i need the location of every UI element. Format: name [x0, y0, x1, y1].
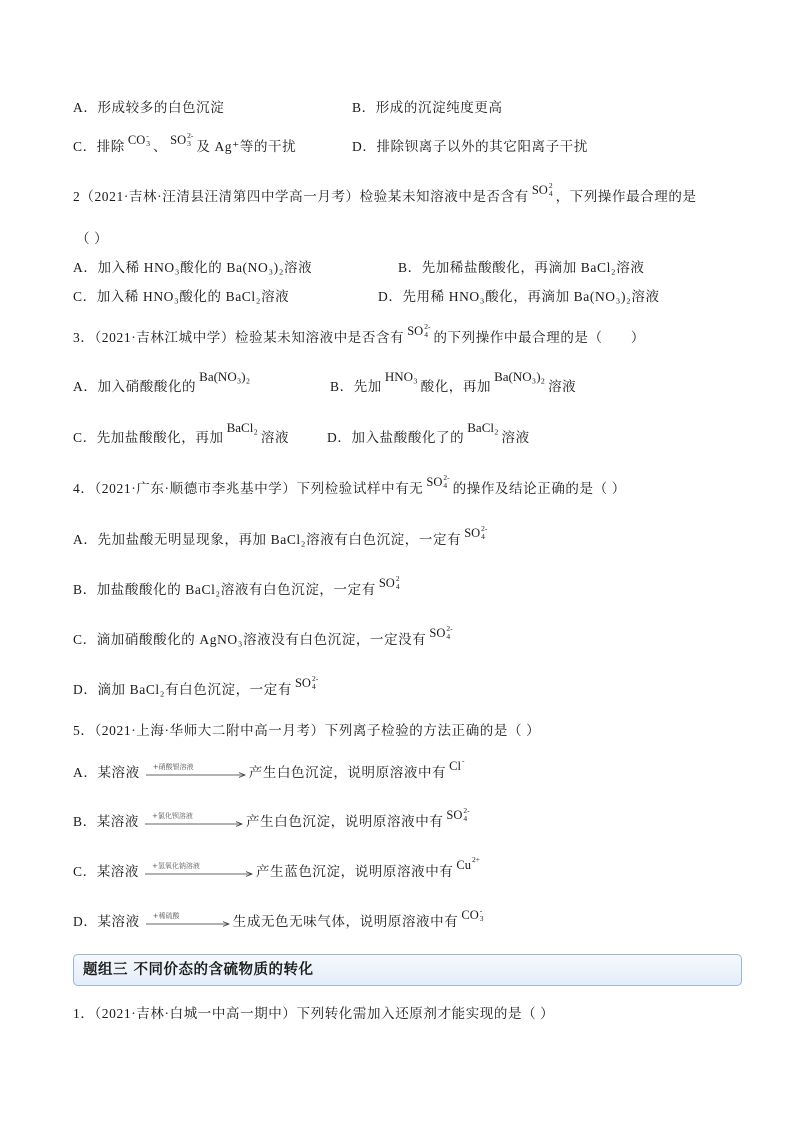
ion-base: SO	[407, 324, 424, 338]
reaction-arrow	[145, 811, 243, 831]
ion-subscript: 4	[463, 814, 468, 824]
option-d: D．排除钡离子以外的其它阳离子干扰	[352, 139, 588, 154]
question-3-option-b	[330, 369, 577, 397]
ion-charge: 2-	[424, 322, 431, 332]
option-text: 溶液	[501, 430, 530, 445]
reagent-label: +硝酸银溶液	[152, 762, 194, 771]
option-text: C．排除	[73, 139, 125, 154]
ion-charge: 2+	[472, 855, 480, 864]
option-text: C．滴加硝酸酸化的 AgNO₃溶液没有白色沉淀，一定没有	[73, 632, 427, 647]
ion-subscript: 3	[479, 914, 484, 924]
arrow-icon	[146, 772, 246, 778]
question-text: ，下列操作最合理的是	[555, 189, 697, 204]
ion-subscript: 4	[443, 481, 448, 491]
question-text: 3．（2021·吉林江城中学）检验某未知溶液中是否含有	[73, 330, 405, 345]
ion-charge: -	[146, 131, 149, 141]
chloride-ion	[449, 756, 465, 773]
ion-charge: -	[461, 756, 465, 765]
option-text: B．先加	[330, 379, 382, 394]
question-3-option-d	[327, 420, 530, 448]
separator: 、	[153, 139, 168, 154]
ion-charge: -	[479, 906, 483, 916]
ion-base: CO	[127, 133, 146, 147]
option-text: 溶液	[548, 379, 577, 394]
ion-script-stack	[472, 856, 480, 864]
question-text: 4．（2021·广东·顺德市李兆基中学）下列检验试样中有无	[73, 481, 424, 496]
question-3-option-a	[73, 369, 253, 397]
question-4-option-b	[73, 574, 403, 600]
ion-charge: 2-	[446, 624, 453, 634]
sulfate-ion	[446, 807, 469, 823]
question-2-option-b: B．先加稀盐酸酸化，再滴加 BaCl₂溶液	[398, 260, 645, 275]
option-text: B．加盐酸酸化的 BaCl₂溶液有白色沉淀，一定有	[73, 582, 376, 597]
ion-base: SO	[294, 676, 311, 690]
section-header	[73, 954, 742, 986]
ion-subscript: 3	[146, 139, 151, 149]
question-3-stem	[73, 322, 645, 348]
copper-ion	[456, 855, 480, 872]
option-text: 产生白色沉淀，说明原溶液中有	[246, 814, 444, 829]
question-4-stem	[73, 473, 626, 499]
option-text: 产生白色沉淀，说明原溶液中有	[248, 765, 447, 780]
question-2-stem	[73, 181, 697, 207]
question-2-option-a: A．加入稀 HNO₃酸化的 Ba(NO₃)₂溶液	[73, 260, 313, 275]
ion-script-stack	[312, 675, 318, 691]
ion-script-stack	[481, 525, 487, 541]
option-label: D．某溶液	[73, 914, 140, 929]
next-question-stem: 1．（2021·吉林·白城一中高一期中）下列转化需加入还原剂才能实现的是（ ）	[73, 1006, 555, 1021]
ion-script-stack	[462, 757, 465, 765]
ion-charge: 2-	[463, 806, 470, 816]
answer-blank: （ ）	[76, 231, 109, 246]
question-4-option-d	[73, 674, 321, 700]
chemical-formula: BaCl₂	[467, 420, 499, 435]
ion-script-stack	[396, 575, 400, 591]
ion-subscript: 4	[446, 632, 451, 642]
option-text: 产生蓝色沉淀，说明原溶液中有	[256, 864, 454, 879]
question-5-option-c	[73, 855, 483, 882]
ion-script-stack	[187, 132, 193, 148]
ion-subscript: 4	[424, 330, 428, 340]
option-c	[73, 131, 297, 157]
ion-base: CO	[461, 908, 479, 922]
section-title: 题组三 不同价态的含硫物质的转化	[83, 962, 314, 978]
question-5-option-b	[73, 806, 473, 832]
sulfate-ion	[426, 474, 449, 490]
ion-script-stack	[446, 625, 452, 641]
ion-script-stack	[463, 807, 469, 823]
ion-charge: 2-	[311, 674, 319, 684]
carbonate-ion	[128, 132, 150, 148]
option-text: 溶液	[260, 430, 290, 445]
sulfate-ion	[379, 575, 400, 591]
question-text: 的操作及结论正确的是（ ）	[452, 481, 626, 496]
option-text: D．加入盐酸酸化了的	[327, 430, 465, 445]
arrow-icon	[146, 921, 230, 927]
question-text: 2（2021·吉林·汪清县汪清第四中学高一月考）检验某未知溶液中是否含有	[73, 189, 529, 204]
carbonate-ion	[461, 907, 483, 923]
ion-charge: 2-	[443, 473, 450, 483]
question-5-option-d	[73, 906, 486, 932]
option-text: A．加入硝酸酸化的	[73, 379, 197, 394]
option-text: A．先加盐酸无明显现象，再加 BaCl₂溶液有白色沉淀，一定有	[73, 532, 462, 547]
reagent-label: +稀硫酸	[152, 911, 180, 920]
question-text: 的下列操作中最合理的是（ ）	[433, 330, 645, 345]
arrow-icon	[145, 871, 253, 877]
sulfate-ion	[295, 675, 318, 691]
ion-charge: 2-	[187, 131, 194, 141]
sulfate-ion	[464, 525, 487, 541]
ion-script-stack	[480, 907, 484, 923]
question-2-option-c: C．加入稀 HNO₃酸化的 BaCl₂溶液	[73, 289, 290, 304]
option-label: A．某溶液	[73, 765, 140, 780]
option-text: 生成无色无味气体，说明原溶液中有	[232, 914, 459, 929]
sulfite-ion	[170, 132, 193, 148]
ion-subscript: 3	[187, 139, 191, 149]
sulfate-ion	[532, 182, 553, 198]
ion-subscript: 4	[548, 189, 553, 199]
ion-charge: 2-	[481, 524, 488, 534]
question-4-option-c	[73, 624, 456, 650]
question-5-stem: 5．（2021·上海·华师大二附中高一月考）下列离子检验的方法正确的是（ ）	[73, 723, 541, 738]
ion-subscript: 4	[311, 682, 316, 692]
ion-subscript: 4	[481, 532, 485, 542]
ion-script-stack	[549, 182, 553, 198]
ion-base: SO	[429, 626, 446, 640]
ion-base: Cl	[449, 759, 461, 773]
option-b: B．形成的沉淀纯度更高	[352, 100, 503, 115]
question-4-option-a	[73, 524, 490, 550]
option-label: C．某溶液	[73, 864, 140, 879]
reaction-arrow	[145, 861, 253, 881]
ion-charge: 2	[548, 181, 553, 191]
question-3-option-c	[73, 420, 290, 448]
option-text: C．先加盐酸酸化，再加	[73, 430, 224, 445]
option-label: B．某溶液	[73, 814, 140, 829]
ion-script-stack	[443, 474, 449, 490]
sulfate-ion	[429, 625, 452, 641]
chemical-formula: HNO₃	[384, 369, 418, 384]
option-a: A．形成较多的白色沉淀	[73, 100, 225, 115]
chemical-formula: Ba(NO₃)₂	[199, 369, 251, 384]
sulfate-ion	[407, 323, 430, 339]
ion-base: SO	[464, 526, 481, 540]
arrow-icon	[145, 821, 243, 827]
ion-script-stack	[424, 323, 430, 339]
ion-base: SO	[426, 475, 443, 489]
option-text: 及 Ag⁺等的干扰	[196, 139, 297, 154]
chemical-formula: BaCl₂	[226, 420, 258, 435]
question-2-option-d: D．先用稀 HNO₃酸化，再滴加 Ba(NO₃)₂溶液	[378, 289, 660, 304]
ion-subscript: 4	[395, 582, 400, 592]
ion-base: SO	[531, 183, 548, 197]
reagent-label: +氯化钡溶液	[152, 811, 193, 820]
ion-charge: 2	[395, 574, 400, 584]
reagent-label: +氢氧化钠溶液	[152, 861, 200, 870]
option-text: 酸化，再加	[420, 379, 492, 394]
question-5-option-a	[73, 756, 467, 783]
ion-base: Cu	[456, 858, 472, 872]
reaction-arrow	[146, 762, 246, 782]
reaction-arrow	[146, 911, 230, 931]
chemical-formula: Ba(NO₃)₂	[494, 369, 546, 384]
ion-base: SO	[446, 808, 463, 822]
option-text: D．滴加 BaCl₂有白色沉淀，一定有	[73, 682, 292, 697]
ion-base: SO	[378, 576, 395, 590]
ion-base: SO	[170, 133, 187, 147]
ion-script-stack	[146, 132, 150, 148]
